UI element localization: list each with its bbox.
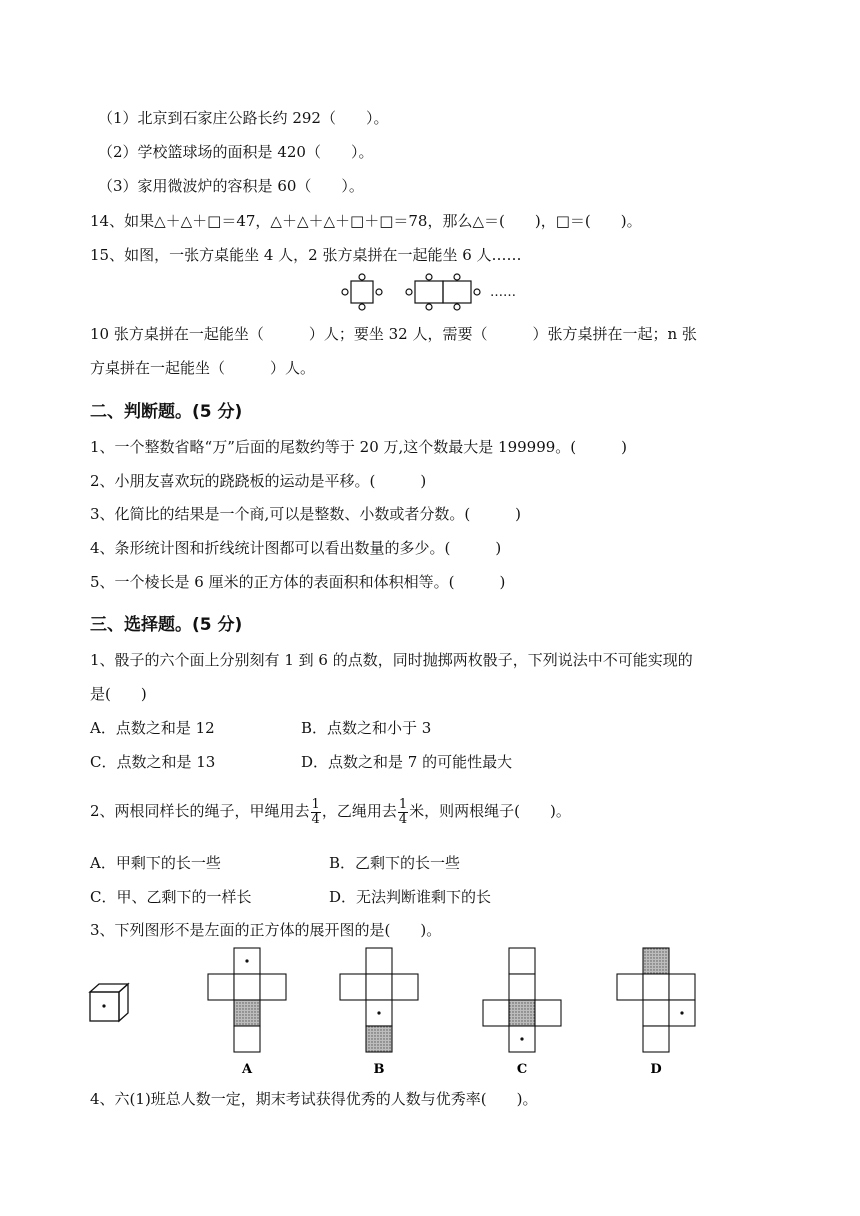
judgment-item-4: 4、条形统计图和折线统计图都可以看出数量的多少。( ) <box>90 539 502 557</box>
choice-q1-line-1: 1、骰子的六个面上分别刻有 1 到 6 的点数，同时抛掷两枚骰子，下列说法中不可能实现的 <box>90 651 693 669</box>
choice-q2-text-2: ，乙绳用去 <box>321 802 397 820</box>
choice-q2-text-3: 米，则两根绳子( )。 <box>409 802 571 820</box>
fraction-one-quarter: $\frac{1}{4}$ <box>311 796 320 827</box>
single-table-diagram <box>342 274 382 310</box>
judgment-item-1: 1、一个整数省略“万”后面的尾数约等于 20 万,这个数最大是 199999。( ) <box>90 438 628 456</box>
choice-q3-stem: 3、下列图形不是左面的正方体的展开图的是( )。 <box>90 921 442 939</box>
cube-net-d <box>617 948 695 1052</box>
choice-q1-line-2: 是( ) <box>90 685 147 703</box>
judgment-item-5: 5、一个棱长是 6 厘米的正方体的表面积和体积相等。( ) <box>90 573 506 591</box>
cube-net-c <box>483 948 561 1052</box>
question-15-intro: 15、如图，一张方桌能坐 4 人，2 张方桌拼在一起能坐 6 人…… <box>90 246 522 264</box>
judgment-item-3: 3、化简比的结果是一个商,可以是整数、小数或者分数。( ) <box>90 505 522 523</box>
choice-q2-option-b: B．乙剩下的长一些 <box>329 854 461 872</box>
choice-q1-option-b: B．点数之和小于 3 <box>301 719 432 737</box>
section-3-heading: 三、选择题。(5 分) <box>90 615 243 635</box>
reference-cube <box>90 984 128 1021</box>
choice-q1-option-d: D．点数之和是 7 的可能性最大 <box>301 753 513 771</box>
cube-net-b <box>340 948 418 1052</box>
choice-q2-text-1: 2、两根同样长的绳子，甲绳用去 <box>90 802 310 820</box>
judgment-item-2: 2、小朋友喜欢玩的跷跷板的运动是平移。( ) <box>90 472 427 490</box>
net-label-a: A <box>241 1062 253 1077</box>
two-tables-diagram <box>406 274 480 310</box>
q13-item-3: （3）家用微波炉的容积是 60（ ）。 <box>98 177 364 195</box>
choice-q2-stem <box>90 794 571 828</box>
ellipsis: …… <box>490 285 516 300</box>
choice-q4-stem: 4、六(1)班总人数一定，期末考试获得优秀的人数与优秀率( )。 <box>90 1090 538 1108</box>
net-label-d: D <box>650 1062 662 1077</box>
fraction-one-quarter-meter: $\frac{1}{4}$ <box>398 796 408 827</box>
question-14: 14、如果△＋△＋□＝47，△＋△＋△＋□＋□＝78，那么△＝( )，□＝( )。 <box>90 212 642 230</box>
net-label-b: B <box>373 1062 385 1077</box>
cube-net-a <box>208 948 286 1052</box>
q13-item-2: （2）学校篮球场的面积是 420（ ）。 <box>98 143 374 161</box>
q13-item-1: （1）北京到石家庄公路长约 292（ ）。 <box>98 109 389 127</box>
question-15-line-1: 10 张方桌拼在一起能坐（ ）人；要坐 32 人，需要（ ）张方桌拼在一起；n 张 <box>90 325 697 343</box>
section-2-heading: 二、判断题。(5 分) <box>90 402 243 422</box>
choice-q1-option-c: C．点数之和是 13 <box>90 753 216 771</box>
net-label-c: C <box>516 1062 528 1077</box>
cube-nets-figure <box>80 945 780 1085</box>
choice-q2-option-c: C．甲、乙剩下的一样长 <box>90 888 252 906</box>
choice-q1-option-a: A．点数之和是 12 <box>90 719 215 737</box>
question-15-line-2: 方桌拼在一起能坐（ ）人。 <box>90 359 316 377</box>
choice-q2-option-a: A．甲剩下的长一些 <box>90 854 221 872</box>
choice-q2-option-d: D．无法判断谁剩下的长 <box>329 888 492 906</box>
